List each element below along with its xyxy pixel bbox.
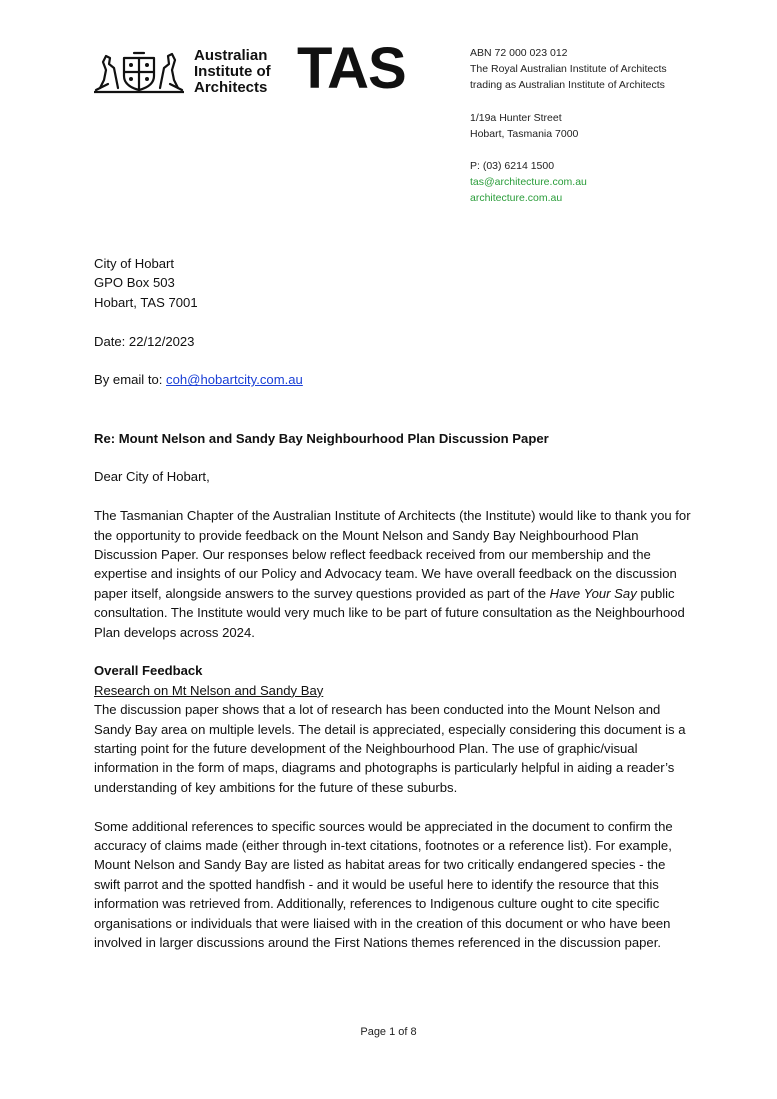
research-paragraph-1: The discussion paper shows that a lot of research has been conducted into the Mount Nelson and Sandy Bay area on multiple levels. The detail is appreciated, especially considering this document is a starting point for the future development of the Neighbourhood Plan. The use of graphic/visual information in the form of maps, diagrams and photographs is particularly helpful in aiding a reader’s understanding of key ambitions for the future of these suburbs. — [94, 702, 686, 795]
recipient-line-3: Hobart, TAS 7001 — [94, 294, 198, 310]
phone: P: (03) 6214 1500 — [470, 160, 555, 173]
coat-of-arms-icon — [94, 50, 184, 94]
abn: ABN 72 000 023 012 — [470, 47, 568, 59]
research-paragraph-2: Some additional references to specific sources would be appreciated in the document to confirm the accuracy of claims made (either through in-text citations, footnotes or a reference list). For example, Mount Nelson and Sandy Bay are listed as habitat areas for two critically endangered species - the swift parrot and the spotted handfish - and it would be useful here to identify the resource that this information was retrieved from. Additionally, references to Indigenous culture ought to cite specific organisations or individuals that were liaised with in the creation of this document or who have been involved in larger discussions around the First Nations themes referenced in the discussion paper. — [94, 818, 673, 951]
research-subheading: Research on Mt Nelson and Sandy Bay — [94, 682, 324, 698]
recipient-email-link[interactable]: coh@hobartcity.com.au — [166, 372, 303, 388]
letter-date: Date: 22/12/2023 — [94, 333, 195, 349]
page-number: Page 1 of 8 — [360, 1026, 417, 1038]
intro-paragraph: The Tasmanian Chapter of the Australian Institute of Architects (the Institute) would like to thank you for the opportunity to provide feedback on the Mount Nelson and Sandy Bay Neighbourhood Plan Discussion Paper. Our responses below reflect feedback received from our membership and the expertise and insights of our Policy and Advocacy team. We have overall feedback on the discussion paper itself, alongside answers to the survey questions provided as part of the Have Your Say public consultation. The Institute would very much like to be part of future consultation as the Neighbourhood Plan develops across 2024. — [94, 508, 691, 640]
recipient-line-2: GPO Box 503 — [94, 275, 175, 291]
address-line-1: 1/19a Hunter Street — [470, 111, 562, 124]
org-name: Australian Institute of Architects — [194, 47, 271, 96]
royal-line-2: trading as Australian Institute of Architects — [470, 79, 665, 92]
chapter-wordmark: TAS — [297, 36, 406, 101]
contact-block — [470, 45, 667, 207]
salutation: Dear City of Hobart, — [94, 469, 210, 485]
by-email-line: By email to: coh@hobartcity.com.au — [94, 372, 303, 388]
recipient-line-1: City of Hobart — [94, 256, 175, 271]
royal-line-1: The Royal Australian Institute of Architects — [470, 63, 667, 76]
subject-line: Re: Mount Nelson and Sandy Bay Neighbourhood Plan Discussion Paper — [94, 430, 549, 446]
contact-email-link[interactable]: tas@architecture.com.au — [470, 176, 587, 189]
letter-body — [94, 254, 694, 953]
website-link[interactable]: architecture.com.au — [470, 192, 563, 205]
overall-feedback-heading: Overall Feedback — [94, 663, 203, 679]
address-line-2: Hobart, Tasmania 7000 — [470, 127, 579, 140]
